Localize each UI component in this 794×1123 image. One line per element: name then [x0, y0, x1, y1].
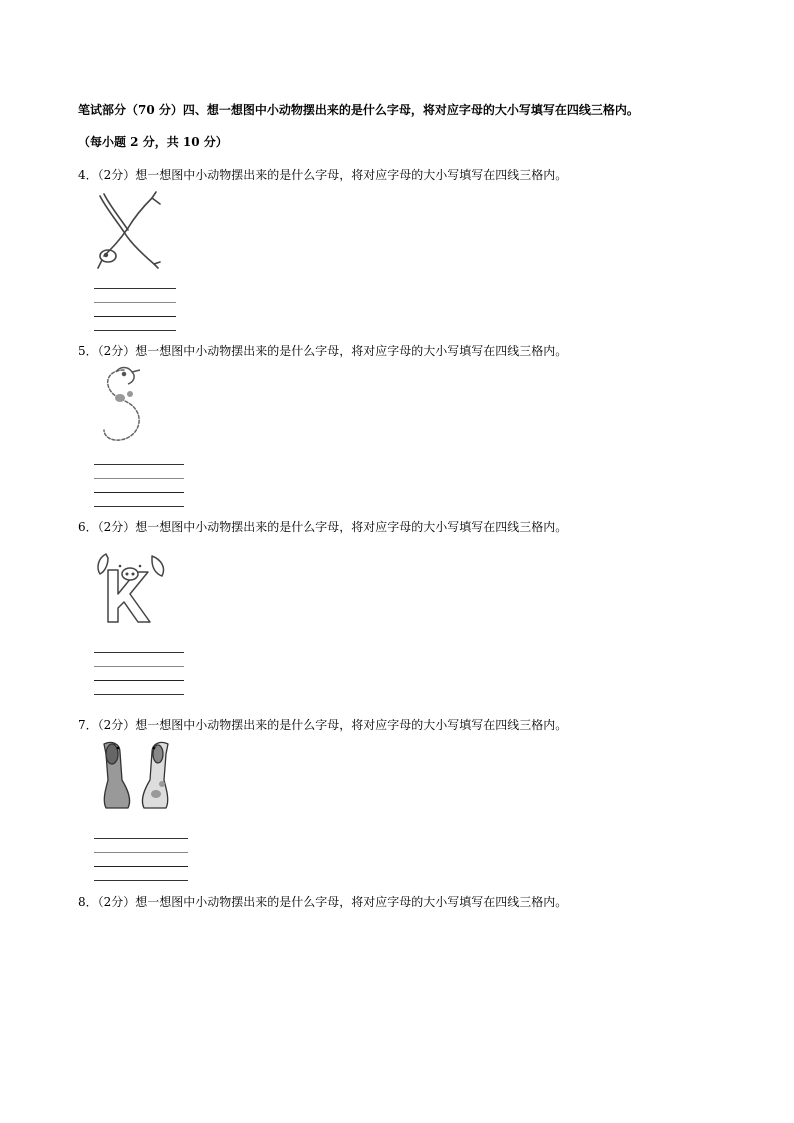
writing-line-base	[94, 680, 184, 681]
question-8	[78, 893, 567, 910]
writing-line-top	[94, 838, 188, 839]
section-heading: 笔试部分（70 分）四、想一想图中小动物摆出来的是什么字母，将对应字母的大小写填写在四线三格内。	[78, 103, 639, 117]
writing-line-base	[94, 316, 176, 317]
bird-letter-x-picture	[94, 190, 164, 272]
writing-line-bottom	[94, 880, 188, 881]
writing-line-upper	[94, 852, 188, 853]
writing-line-top	[94, 652, 184, 653]
writing-line-base	[94, 492, 184, 493]
question-4	[78, 166, 567, 183]
question-text: （2分）想一想图中小动物摆出来的是什么字母，将对应字母的大小写填写在四线三格内。	[97, 344, 568, 358]
question-text: （2分）想一想图中小动物摆出来的是什么字母，将对应字母的大小写填写在四线三格内。	[97, 520, 568, 534]
question-6	[78, 518, 567, 535]
writing-line-upper	[94, 302, 176, 303]
writing-line-bottom	[94, 506, 184, 507]
writing-line-upper	[94, 478, 184, 479]
dogs-letter-w-picture	[98, 740, 174, 812]
question-number: 4．	[78, 168, 98, 182]
section-note: （每小题 2 分，共 10 分）	[78, 135, 228, 149]
writing-line-top	[94, 288, 176, 289]
question-text: （2分）想一想图中小动物摆出来的是什么字母，将对应字母的大小写填写在四线三格内。	[97, 168, 568, 182]
question-number: 6．	[78, 520, 98, 534]
seahorse-letter-s-picture	[96, 364, 160, 446]
question-text: （2分）想一想图中小动物摆出来的是什么字母，将对应字母的大小写填写在四线三格内。	[97, 895, 568, 909]
question-7	[78, 716, 567, 733]
writing-line-base	[94, 866, 188, 867]
question-5	[78, 342, 567, 359]
question-number: 5．	[78, 344, 98, 358]
question-text: （2分）想一想图中小动物摆出来的是什么字母，将对应字母的大小写填写在四线三格内。	[97, 718, 568, 732]
question-number: 7．	[78, 718, 98, 732]
writing-line-upper	[94, 666, 184, 667]
writing-line-top	[94, 464, 184, 465]
writing-line-bottom	[94, 330, 176, 331]
pig-letter-k-picture	[96, 550, 168, 626]
question-number: 8．	[78, 895, 98, 909]
writing-line-bottom	[94, 694, 184, 695]
